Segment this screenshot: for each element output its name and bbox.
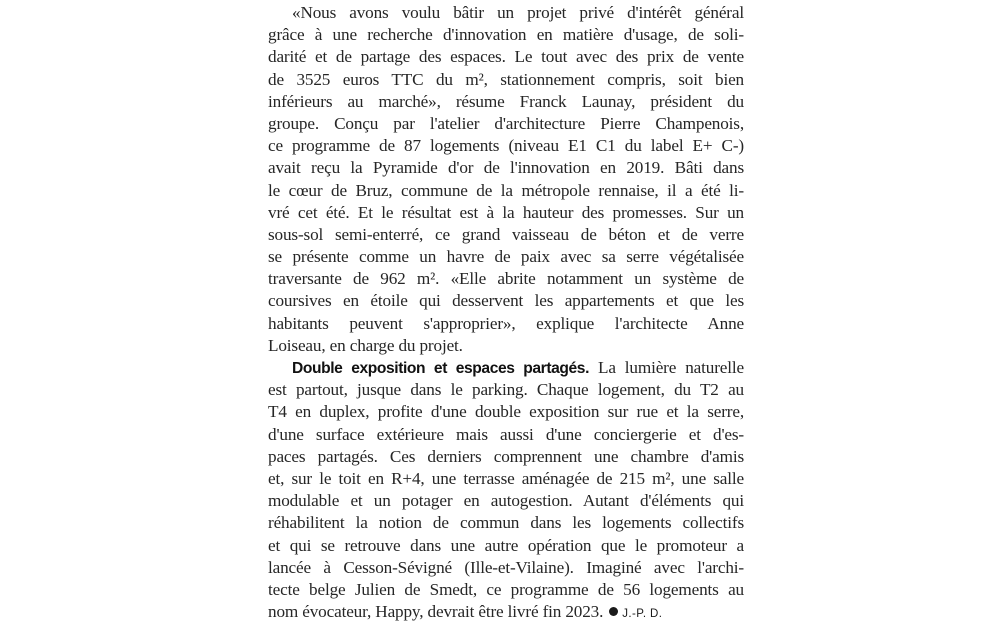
article-body [268,2,744,623]
paragraph-line: «Nous avons voulu bâtir un projet privé d'intérêt général [292,3,744,22]
paragraph-line: et, sur le toit en R+4, une terrasse aménagée de 215 m², une salle [268,468,744,488]
paragraph-first-line [268,357,744,379]
paragraph-line: grâce à une recherche d'innovation en matière d'usage, de soli- [268,25,744,45]
paragraph-line: avait reçu la Pyramide d'or de l'innovation en 2019. Bâti dans [268,158,744,178]
paragraph-line: d'une surface extérieure mais aussi d'une conciergerie et d'es- [268,424,744,444]
paragraph-line-rest: La lumière naturelle [589,358,744,377]
paragraph-line: se présente comme un havre de paix avec sa serre végétalisée [268,247,744,267]
paragraph-line: le cœur de Bruz, commune de la métropole rennaise, il a été li- [268,180,744,200]
paragraph-line: modulable et un potager en autogestion. Autant d'éléments qui [268,491,744,511]
paragraph-line: inférieurs au marché», résume Franck Launay, président du [268,91,744,111]
paragraph-line: coursives en étoile qui desservent les appartements et que les [268,291,744,311]
paragraph-line: est partout, jusque dans le parking. Chaque logement, du T2 au [268,380,744,400]
paragraph-line: vré cet été. Et le résultat est à la hauteur des promesses. Sur un [268,202,744,222]
paragraph-line: ce programme de 87 logements (niveau E1 C1 du label E+ C-) [268,136,744,156]
paragraph-line: Loiseau, en charge du projet. [268,335,463,355]
end-bullet-icon [609,607,618,616]
paragraph-line: habitants peuvent s'approprier», explique l'architecte Anne [268,313,744,333]
paragraph-line: réhabilitent la notion de commun dans les logements collectifs [268,513,744,533]
paragraph-line: paces partagés. Ces derniers comprennent une chambre d'amis [268,446,744,466]
paragraph-line: de 3525 euros TTC du m², stationnement compris, soit bien [268,69,744,89]
paragraph-line: et qui se retrouve dans une autre opération que le promoteur a [268,535,744,555]
paragraph-line: tecte belge Julien de Smedt, ce programme de 56 logements au [268,579,744,599]
author-signature: J.-P. D. [622,608,663,621]
paragraph-line: groupe. Conçu par l'atelier d'architecture Pierre Champenois, [268,113,744,133]
paragraph-line: sous-sol semi-enterré, ce grand vaisseau de béton et de verre [268,224,744,244]
paragraph-line: T4 en duplex, profite d'une double exposition sur rue et la serre, [268,402,744,422]
paragraph-line: lancée à Cesson-Sévigné (Ille-et-Vilaine). Imaginé avec l'archi- [268,557,744,577]
article-paragraph-2 [268,357,744,623]
paragraph-line: traversante de 962 m². «Elle abrite notamment un système de [268,269,744,289]
paragraph-line-text: nom évocateur, Happy, devrait être livré fin 2023. [268,602,604,622]
article-paragraph-1 [268,2,744,357]
paragraph-line: darité et de partage des espaces. Le tout avec des prix de vente [268,47,744,67]
subhead: Double exposition et espaces partagés. [292,360,590,377]
